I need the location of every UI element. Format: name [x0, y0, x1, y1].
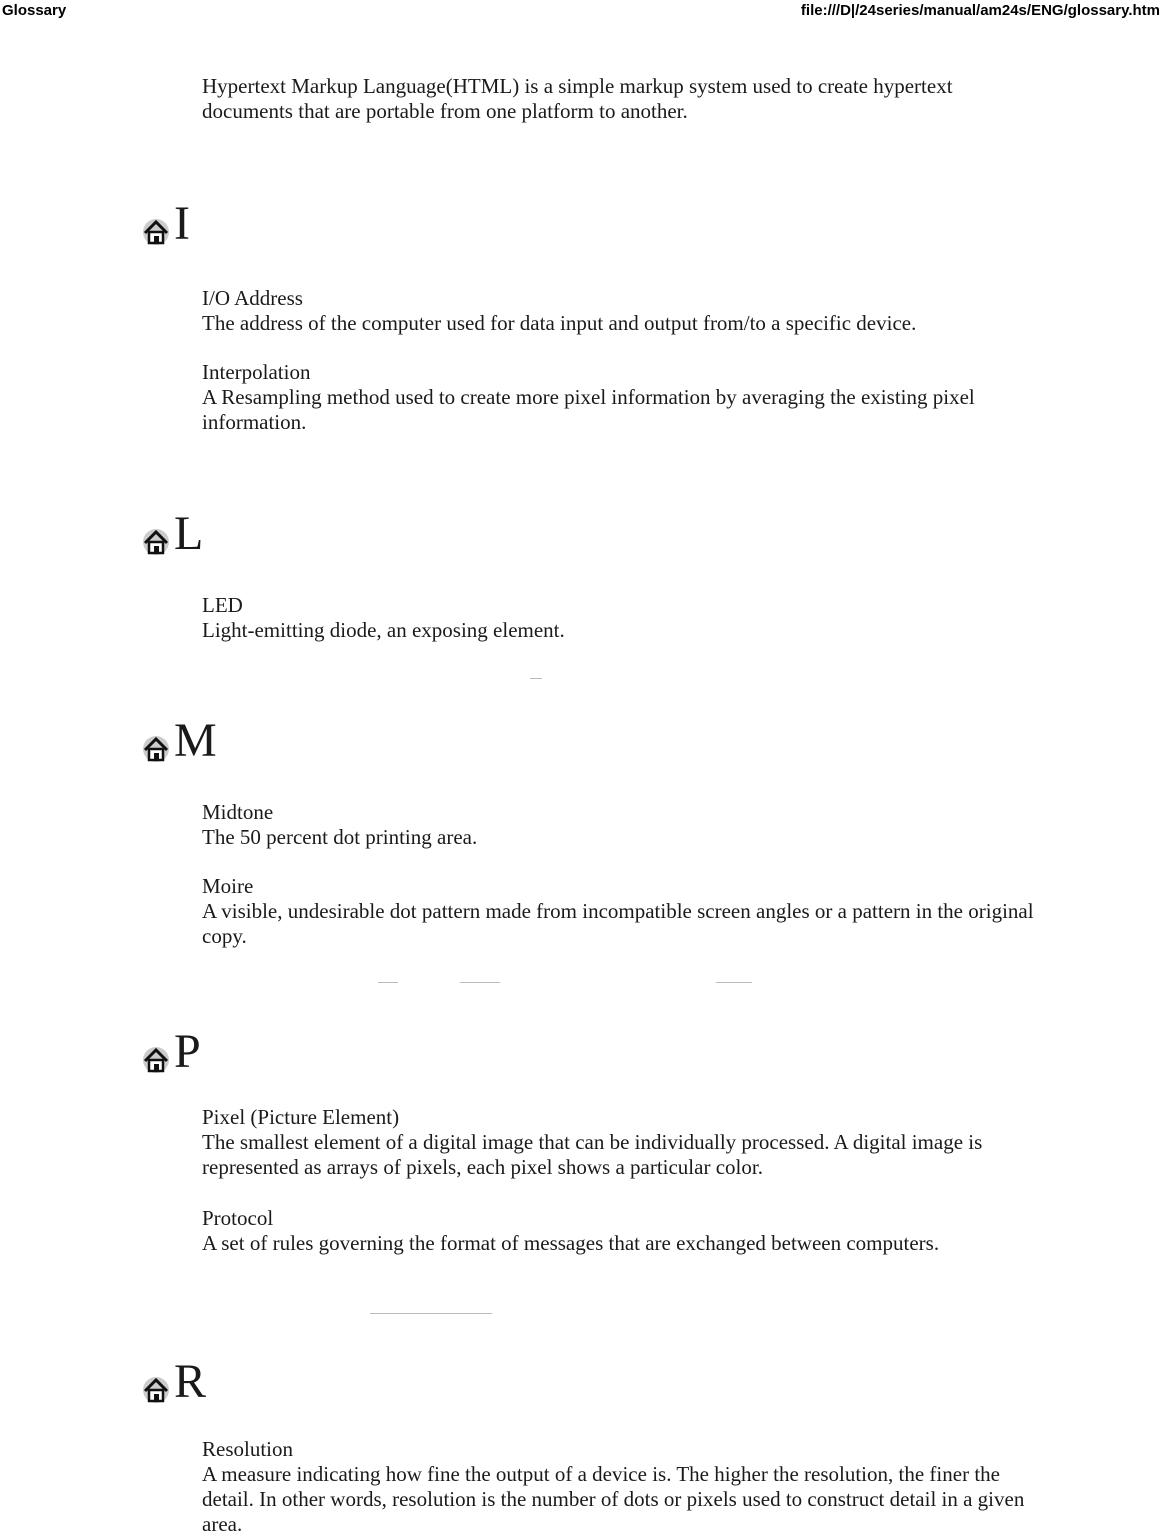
term-definition: A set of rules governing the format of messages that are exchanged between computers.	[202, 1231, 940, 1255]
section-letter: M	[174, 714, 217, 767]
section-letter: P	[174, 1025, 201, 1078]
glossary-entry	[202, 593, 1042, 643]
glossary-entry	[202, 874, 1042, 949]
section-heading-l	[140, 507, 204, 560]
scan-artifact	[530, 678, 542, 679]
glossary-entry	[202, 800, 1042, 850]
term-name: Resolution	[202, 1437, 294, 1461]
page-header-path: file:///D|/24series/manual/am24s/ENG/glossary.htm	[800, 2, 1160, 19]
glossary-entry	[202, 1437, 1042, 1537]
page-header-title: Glossary	[2, 2, 67, 19]
section-heading-p	[140, 1025, 201, 1078]
term-definition: A Resampling method used to create more pixel information by averaging the existing pixel information.	[202, 385, 975, 434]
home-icon[interactable]	[140, 526, 172, 556]
term-definition: A visible, undesirable dot pattern made from incompatible screen angles or a pattern in the original copy.	[202, 899, 1034, 948]
scan-artifact	[378, 982, 398, 983]
section-letter: I	[174, 197, 190, 250]
section-heading-i	[140, 197, 190, 250]
term-definition: Light-emitting diode, an exposing element.	[202, 618, 565, 642]
section-letter: L	[174, 507, 204, 560]
term-name: Protocol	[202, 1206, 274, 1230]
term-definition: The address of the computer used for data input and output from/to a specific device.	[202, 311, 917, 335]
term-name: LED	[202, 593, 243, 617]
section-heading-r	[140, 1355, 207, 1408]
term-definition: The smallest element of a digital image that can be individually processed. A digital image is represented as arrays of pixels, each pixel shows a particular color.	[202, 1130, 983, 1179]
term-name: Moire	[202, 874, 254, 898]
intro-definition: Hypertext Markup Language(HTML) is a simple markup system used to create hypertext documents that are portable from one platform to another.	[202, 74, 953, 123]
term-name: Pixel (Picture Element)	[202, 1105, 400, 1129]
scan-artifact	[460, 982, 500, 983]
term-definition: The 50 percent dot printing area.	[202, 825, 478, 849]
section-heading-m	[140, 714, 217, 767]
home-icon[interactable]	[140, 733, 172, 763]
term-definition: A measure indicating how fine the output of a device is. The higher the resolution, the finer the detail. In other words, resolution is the number of dots or pixels used to construct detail in a given area.	[202, 1462, 1025, 1536]
home-icon[interactable]	[140, 1044, 172, 1074]
scan-artifact	[370, 1313, 492, 1314]
term-name: Midtone	[202, 800, 274, 824]
section-letter: R	[174, 1355, 207, 1408]
scan-artifact	[716, 982, 752, 983]
home-icon[interactable]	[140, 216, 172, 246]
glossary-entry	[202, 1105, 1042, 1180]
term-name: Interpolation	[202, 360, 311, 384]
glossary-entry	[202, 360, 1042, 435]
glossary-entry	[202, 286, 1042, 336]
glossary-entry	[202, 1206, 1042, 1256]
term-name: I/O Address	[202, 286, 303, 310]
home-icon[interactable]	[140, 1374, 172, 1404]
